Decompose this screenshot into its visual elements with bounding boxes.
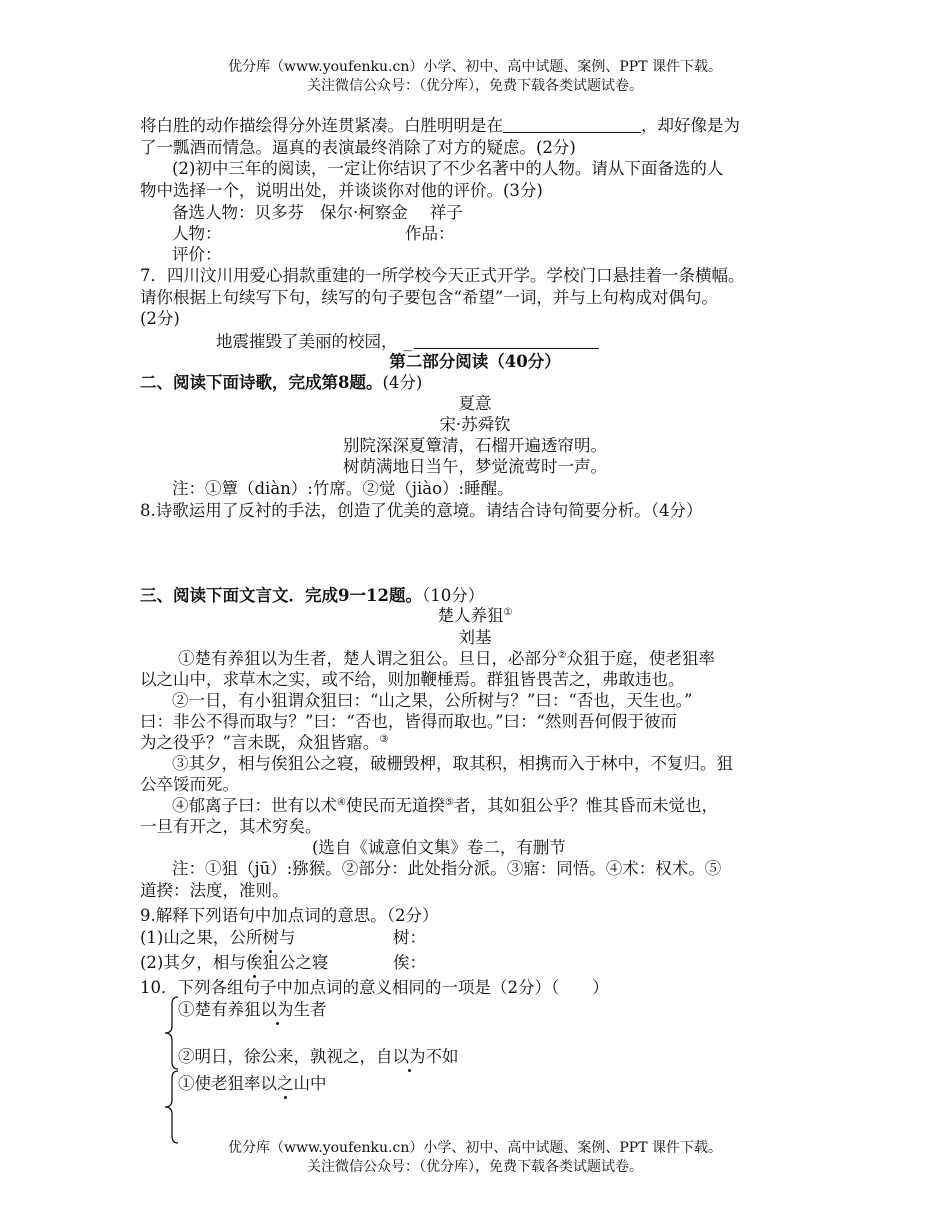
q10-option3 <box>178 1073 327 1095</box>
para1-line2: 以之山中，求草木之实，或不给，则加鞭棰焉。群狙皆畏苦之，弗敢违也。 <box>140 670 685 689</box>
q9-item2-dotted-word: 俟 <box>245 953 263 972</box>
q6-candidates-label: 备选人物： <box>172 203 255 222</box>
text-author: 刘基 <box>458 628 492 647</box>
para1-note: ② <box>557 650 567 661</box>
para2-note: ③ <box>379 734 389 745</box>
para2-line1: ②一日，有小狙谓众狙曰：“山之果，公所树与？”曰：“否也，天生也。” <box>172 691 693 710</box>
q6-work-label: 作品： <box>405 224 455 243</box>
q10-option2 <box>178 1046 459 1068</box>
q9: 9.解释下列语句中加点词的意思。（2分） <box>140 906 439 925</box>
page-footer-line1: 优分库（www.youfenku.cn）小学、初中、高中试题、案例、PPT 课件下载。 <box>227 1140 722 1156</box>
candidate-xiangzi: 祥子 <box>429 203 463 222</box>
candidate-pavel: 保尔·柯察金 <box>320 203 408 222</box>
text-note-line1: 注：①狙（jū）:猕猴。②部分：此处指分派。③寤：同悟。④术：权术。⑤ <box>172 859 722 878</box>
para4-note2: ⑤ <box>444 797 454 808</box>
q6-comment-label: 评价： <box>172 245 222 264</box>
para2-line3-a: 为之役乎？”言未既，众狙皆寤。 <box>140 733 380 752</box>
q6-line1-text-a: 将白胜的动作描绘得分外连贯紧凑。白胜明明是在 <box>140 116 503 135</box>
q10-option2-b: 不如 <box>425 1047 459 1066</box>
para4-line1-a: ④郁离子曰：世有以术 <box>172 796 337 815</box>
para4-line1-b: 使民而无道揆 <box>345 796 445 815</box>
q10-option1-a: ①楚有养狙 <box>178 1000 261 1019</box>
para4-line2: 一旦有开之，其术穷矣。 <box>140 817 322 836</box>
q9-item2-answer-label: 俟： <box>393 953 426 972</box>
poem-note: 注：①簟（diàn）:竹席。②觉（jiào）:睡醒。 <box>172 479 514 498</box>
q7-dash: _ <box>403 332 412 351</box>
para2-line2: 曰：非公不得而取与？”曰：“否也，皆得而取也。”曰：“然则吾何假于彼而 <box>140 712 677 731</box>
q6-line2: 了一瓢酒而情急。逼真的表演最终消除了对方的疑虑。(2分) <box>140 138 576 157</box>
para4-line1-c: 者，其如狙公乎？惟其昏而未觉也， <box>453 796 718 815</box>
q9-item1-dotted-word: 树 <box>262 928 279 947</box>
q6-person-label: 人物： <box>172 224 222 243</box>
para4-note1: ④ <box>337 797 346 808</box>
para3-line1: ③其夕，相与俟狙公之寝，破栅毁柙，取其积，相携而入于林中，不复归。狙 <box>172 754 733 773</box>
sec3-heading <box>140 585 484 607</box>
q7-line3: (2分) <box>140 309 180 328</box>
q6-sub2-line2: 物中选择一个，说明出处，并谈谈你对他的评价。(3分) <box>140 181 543 200</box>
part2-title: 第二部分阅读（40分） <box>389 352 561 371</box>
poem-line2: 树荫满地日当午，梦觉流莺时一声。 <box>343 457 607 476</box>
q7-couplet <box>216 331 599 353</box>
text-source: (选自《诚意伯文集》卷二，有删节 <box>312 838 566 857</box>
text-note-line2: 道揆：法度，准则。 <box>140 881 289 900</box>
q10-option1 <box>178 999 327 1021</box>
q9-item2-b: 狙公之寝 <box>262 953 329 972</box>
q6-sub2-line1: (2)初中三年的阅读，一定让你结识了不少名著中的人物。请从下面备选的人 <box>172 159 724 178</box>
q10: 10．下列各组句子中加点词的意义相同的一项是（2分）（ ） <box>140 978 609 997</box>
q9-item2 <box>140 952 328 974</box>
para2-line3 <box>140 732 388 754</box>
q9-item1 <box>140 927 295 949</box>
para3-line2: 公卒馁而死。 <box>140 775 239 794</box>
para1-line1-a: ①楚有养狙以为生者，楚人谓之狙公。旦日，必部分 <box>178 649 558 668</box>
q9-item2-a: (2)其夕，相与 <box>140 953 246 972</box>
sec2-score: (4分) <box>382 373 423 392</box>
sec3-score: （10分） <box>421 586 485 605</box>
q6-line1-text-b: ，却好像是为 <box>641 116 740 135</box>
text-title-note: ① <box>503 607 513 618</box>
q10-option1-dotted-word: 以为 <box>260 1000 294 1019</box>
poem-title: 夏意 <box>458 394 492 413</box>
q10-option3-b: 山中 <box>293 1074 327 1093</box>
q6-candidates <box>172 202 463 224</box>
q10-option2-a: ②明日，徐公来，孰视之，自 <box>178 1047 393 1066</box>
page-footer-line2: 关注微信公众号：（优分库），免费下载各类试题试卷。 <box>307 1159 643 1175</box>
q6-line1 <box>140 115 740 137</box>
para1-line1-b: 众狙于庭，使老狙率 <box>566 649 715 668</box>
sec3-title: 三、阅读下面文言文．完成9一12题。 <box>140 586 422 605</box>
q10-option2-dotted-word: 以为 <box>392 1047 426 1066</box>
q10-option1-b: 生者 <box>293 1000 327 1019</box>
q7-line1: 7．四川汶川用爱心捐款重建的一所学校今天正式开学。学校门口悬挂着一条横幅。 <box>140 266 745 285</box>
q10-option3-a: ①使老狙率以 <box>178 1074 277 1093</box>
poem-author: 宋·苏舜钦 <box>439 415 511 434</box>
page-header-line1: 优分库（www.youfenku.cn）小学、初中、高中试题、案例、PPT 课件下载。 <box>227 59 722 75</box>
q6-answer-blank[interactable] <box>503 116 641 133</box>
q7-answer-blank[interactable] <box>414 332 599 349</box>
q10-option3-dotted-word: 之 <box>277 1074 294 1093</box>
page-header-line2: 关注微信公众号：（优分库），免费下载各类试题试卷。 <box>307 78 643 94</box>
sec2-title: 二、阅读下面诗歌，完成第8题。 <box>140 373 383 392</box>
candidate-beethoven: 贝多芬 <box>254 203 304 222</box>
poem-line1: 别院深深夏簟清，石榴开遍透帘明。 <box>343 436 607 455</box>
q8: 8.诗歌运用了反衬的手法，创造了优美的意境。请结合诗句简要分析。（4分） <box>140 501 703 520</box>
text-title <box>0 605 950 627</box>
para1-line1 <box>178 648 715 670</box>
para4-line1 <box>172 795 718 817</box>
q7-line2: 请你根据上句续写下句，续写的句子要包含“希望”一词，并与上句构成对偶句。 <box>140 288 718 307</box>
q7-upper-line: 地震摧毁了美丽的校园， <box>216 332 398 351</box>
q9-item1-b: 与 <box>278 928 296 947</box>
sec2-heading <box>140 372 422 394</box>
text-title-label: 楚人养狙 <box>437 606 504 625</box>
q9-item1-a: (1)山之果，公所 <box>140 928 263 947</box>
q9-item1-answer-label: 树： <box>393 928 426 947</box>
